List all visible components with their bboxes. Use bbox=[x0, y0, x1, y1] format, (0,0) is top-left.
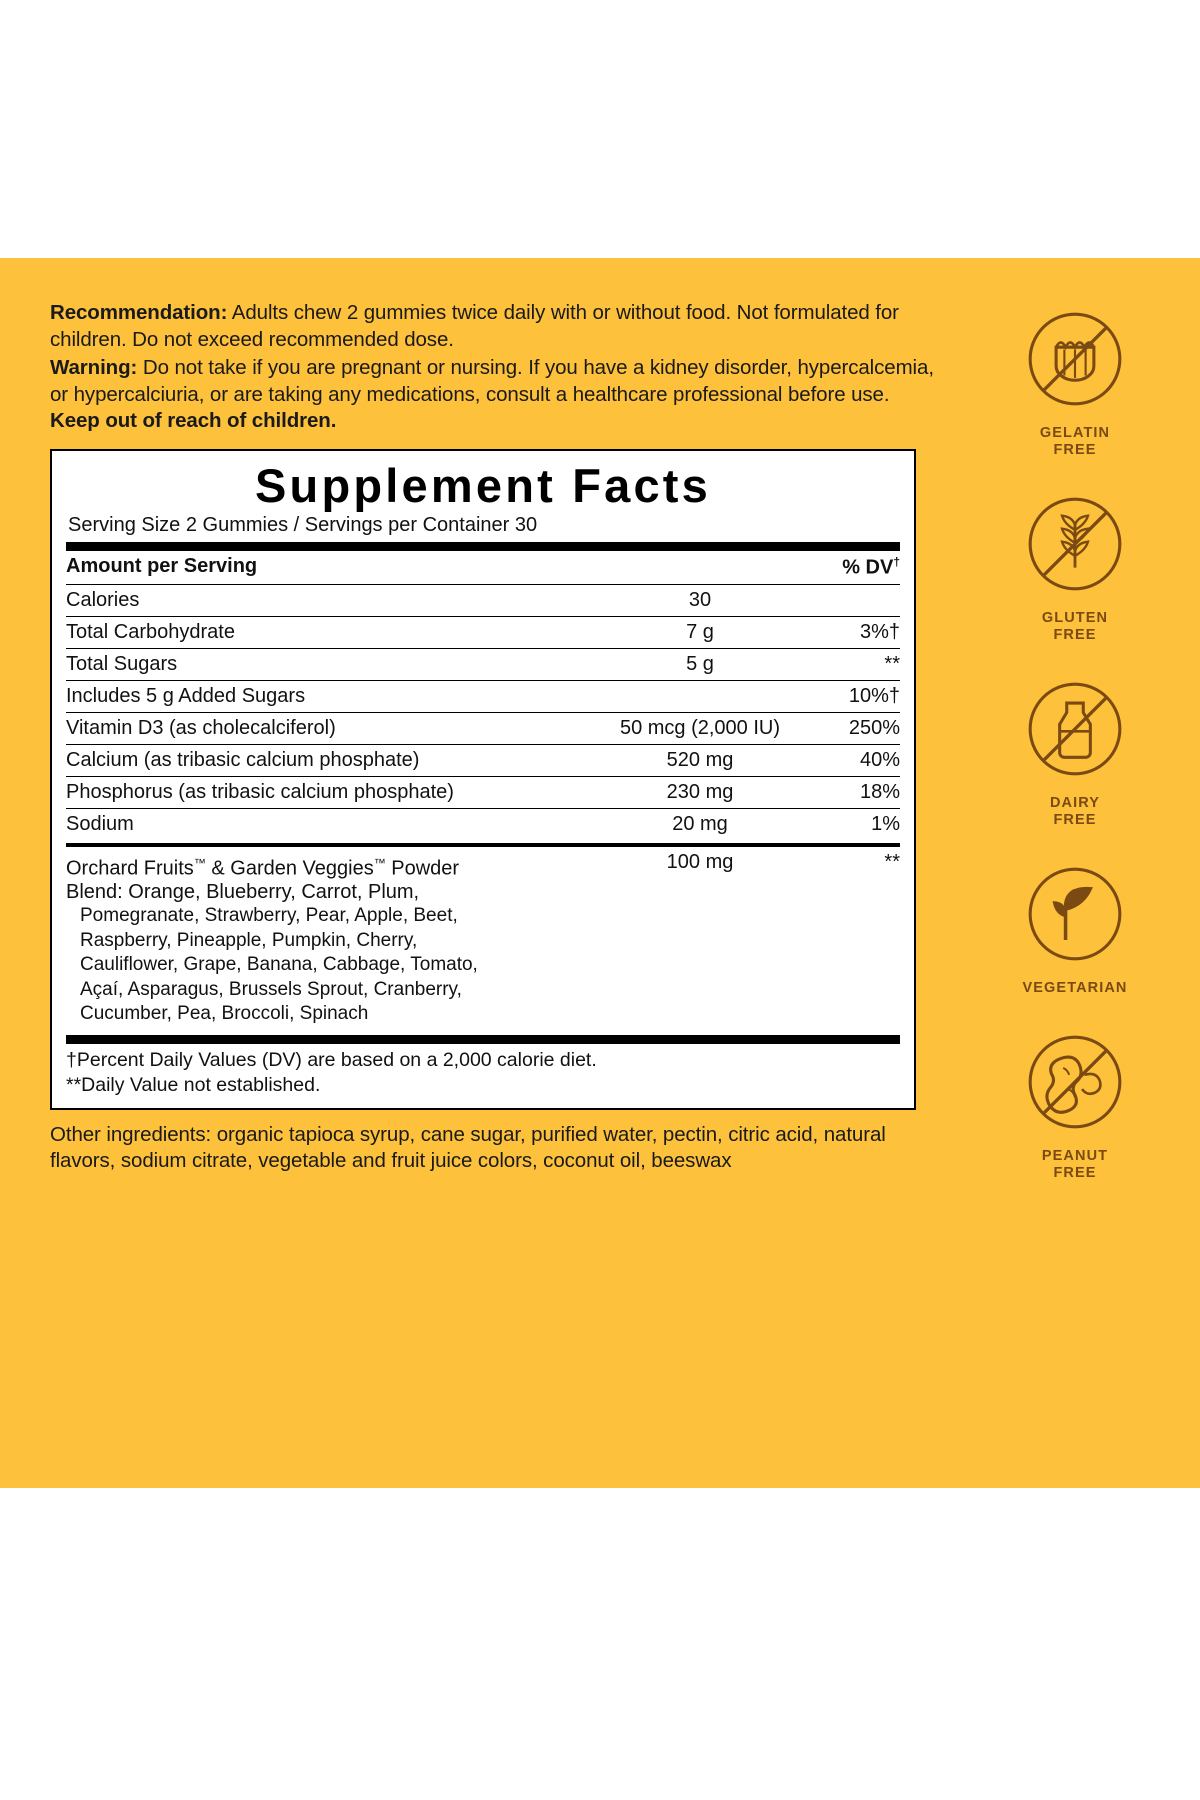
row-amount: 20 mg bbox=[595, 808, 805, 840]
recommendation-text: Adults chew 2 gummies twice daily with or without food. Not formulated for children. Do not exceed recommended dose. bbox=[50, 301, 899, 351]
blend-ingredient-line: Raspberry, Pineapple, Pumpkin, Cherry, bbox=[80, 929, 418, 951]
trademark-icon: ™ bbox=[193, 855, 206, 870]
badge-gelatin-free bbox=[980, 300, 1170, 459]
wheat-stalk-icon bbox=[1016, 485, 1134, 603]
warning-bold-tail: Keep out of reach of children. bbox=[50, 409, 337, 432]
blend-table bbox=[66, 847, 900, 1031]
row-name: Sodium bbox=[66, 808, 595, 840]
row-amount: 520 mg bbox=[595, 744, 805, 776]
blend-ingredient-line: Cauliflower, Grape, Banana, Cabbage, Tomato, bbox=[80, 954, 478, 976]
other-ingredients-text: Other ingredients: organic tapioca syrup, cane sugar, purified water, pectin, citric acid, natural flavors, sodium citrate, vegetable and fruit juice colors, coconut oil, beeswax bbox=[50, 1122, 886, 1173]
trademark-icon: ™ bbox=[373, 855, 386, 870]
leaf-sprout-icon bbox=[1016, 855, 1134, 973]
recommendation-paragraph bbox=[50, 300, 940, 353]
blend-title: Orchard Fruits™ & Garden Veggies™ Powder bbox=[66, 855, 460, 880]
header-percent-dv: % DV† bbox=[842, 554, 900, 579]
header-spacer bbox=[595, 551, 805, 584]
row-name: Includes 5 g Added Sugars bbox=[66, 680, 595, 712]
row-name: Phosphorus (as tribasic calcium phosphate) bbox=[66, 776, 595, 808]
footnote-daily-values: †Percent Daily Values (DV) are based on a 2,000 calorie diet. bbox=[66, 1048, 597, 1071]
footnote-dv-not-established: **Daily Value not established. bbox=[66, 1073, 321, 1096]
badge-caption: VEGETARIAN bbox=[1022, 980, 1128, 996]
recommendation-label: Recommendation: bbox=[50, 301, 228, 324]
badge-caption: GELATIN FREE bbox=[1039, 425, 1111, 458]
badge-caption: PEANUT FREE bbox=[1041, 1148, 1109, 1181]
table-row bbox=[66, 776, 900, 808]
divider-thick-bottom bbox=[66, 1035, 900, 1044]
gelatin-mold-icon bbox=[1016, 300, 1134, 418]
row-amount bbox=[595, 680, 805, 712]
badge-column bbox=[980, 300, 1170, 1208]
label-content bbox=[50, 300, 940, 1175]
blend-ingredient-line: Cucumber, Pea, Broccoli, Spinach bbox=[80, 1003, 369, 1025]
blend-ingredient-line: Açaí, Asparagus, Brussels Sprout, Cranberry, bbox=[80, 978, 462, 1000]
row-dv bbox=[805, 584, 900, 616]
table-row bbox=[66, 616, 900, 648]
blend-label: Blend: Orange, Blueberry, Carrot, Plum, bbox=[66, 881, 420, 904]
header-dv-dagger: † bbox=[893, 554, 900, 569]
row-dv: 3%† bbox=[805, 616, 900, 648]
badge-gluten-free bbox=[980, 485, 1170, 644]
row-amount: 230 mg bbox=[595, 776, 805, 808]
header-amount-per-serving: Amount per Serving bbox=[66, 554, 258, 577]
row-dv: 40% bbox=[805, 744, 900, 776]
row-dv: 1% bbox=[805, 808, 900, 840]
table-row bbox=[66, 648, 900, 680]
warning-paragraph bbox=[50, 355, 940, 435]
row-amount: 5 g bbox=[595, 648, 805, 680]
blend-row bbox=[66, 847, 900, 1031]
blend-ingredient-line: Pomegranate, Strawberry, Pear, Apple, Beet, bbox=[80, 905, 458, 927]
table-row bbox=[66, 680, 900, 712]
row-amount: 30 bbox=[595, 584, 805, 616]
table-row bbox=[66, 712, 900, 744]
notice-block bbox=[50, 300, 940, 435]
row-dv: 10%† bbox=[805, 680, 900, 712]
badge-peanut-free bbox=[980, 1023, 1170, 1182]
row-name: Total Carbohydrate bbox=[66, 616, 595, 648]
badge-vegetarian bbox=[980, 855, 1170, 997]
blend-dv: ** bbox=[884, 850, 900, 873]
row-name: Total Sugars bbox=[66, 648, 595, 680]
row-name: Calories bbox=[66, 584, 595, 616]
supplement-facts-panel bbox=[50, 449, 916, 1110]
row-name: Vitamin D3 (as cholecalciferol) bbox=[66, 712, 595, 744]
badge-dairy-free bbox=[980, 670, 1170, 829]
warning-label: Warning: bbox=[50, 356, 138, 379]
supplement-facts-table bbox=[66, 551, 900, 840]
supplement-facts-title: Supplement Facts bbox=[254, 458, 711, 512]
table-row bbox=[66, 808, 900, 840]
badge-caption: GLUTEN FREE bbox=[1041, 610, 1109, 643]
row-dv: ** bbox=[805, 648, 900, 680]
row-amount: 7 g bbox=[595, 616, 805, 648]
row-name: Calcium (as tribasic calcium phosphate) bbox=[66, 744, 595, 776]
table-header-row bbox=[66, 551, 900, 584]
serving-size-line: Serving Size 2 Gummies / Servings per Container 30 bbox=[68, 513, 538, 536]
warning-text: Do not take if you are pregnant or nursing. If you have a kidney disorder, hypercalcemia, or hypercalciuria, or are taking any medications, consult a healthcare professional before use. bbox=[50, 356, 934, 406]
blend-name-cell bbox=[66, 847, 595, 1031]
row-dv: 250% bbox=[805, 712, 900, 744]
row-dv: 18% bbox=[805, 776, 900, 808]
table-row bbox=[66, 584, 900, 616]
divider-thick-top bbox=[66, 542, 900, 551]
peanut-icon bbox=[1016, 1023, 1134, 1141]
blend-amount: 100 mg bbox=[666, 850, 734, 873]
milk-bottle-icon bbox=[1016, 670, 1134, 788]
row-amount: 50 mcg (2,000 IU) bbox=[595, 712, 805, 744]
table-row bbox=[66, 744, 900, 776]
badge-caption: DAIRY FREE bbox=[1049, 795, 1101, 828]
